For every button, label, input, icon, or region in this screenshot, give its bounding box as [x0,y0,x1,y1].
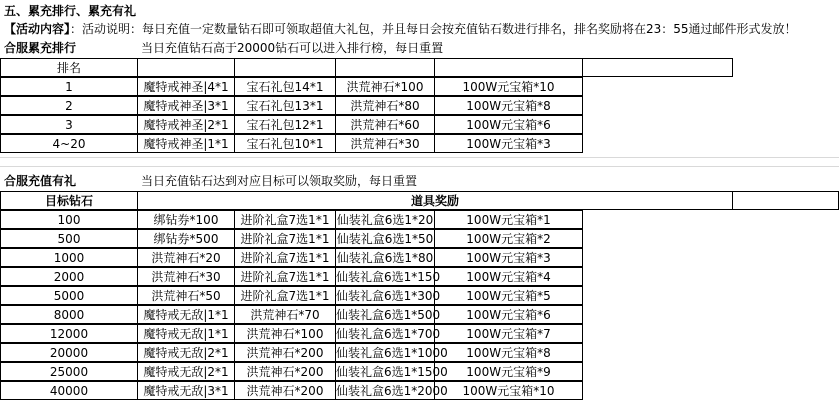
reward-cell: 魔特戒无敌|1*1 [137,324,235,343]
target-cell: 8000 [0,305,138,324]
blank-row-1 [0,157,839,158]
recharge-row [0,210,839,229]
reward-cell: 仙装礼盒6选1*1500 [335,362,435,381]
target-cell: 1000 [0,248,138,267]
recharge-row [0,229,839,248]
activity-cell [0,20,839,39]
reward-cell: 100W元宝箱*7 [434,324,583,343]
reward-cell: 进阶礼盒7选1*1 [234,210,336,229]
activity-label: 【活动内容】 [4,22,71,36]
reward-cell: 洪荒神石*200 [234,381,336,400]
reward-cell: 魔特戒无敌|2*1 [137,343,235,362]
reward-cell: 洪荒神石*70 [234,305,336,324]
blank-row-2 [0,166,839,167]
reward-cell: 100W元宝箱*8 [434,343,583,362]
reward-header-empty [732,191,839,210]
ranking-title: 合服累充排行 [4,41,77,55]
recharge-row [0,248,839,267]
ranking-row [0,134,839,153]
reward-cell: 洪荒神石*80 [335,96,435,115]
reward-cell: 魔特戒无敌|2*1 [137,362,235,381]
target-cell: 25000 [0,362,138,381]
reward-cell: 洪荒神石*100 [234,324,336,343]
reward-cell: 仙装礼盒6选1*50 [335,229,435,248]
reward-cell: 100W元宝箱*5 [434,286,583,305]
target-cell: 500 [0,229,138,248]
reward-cell: 仙装礼盒6选1*700 [335,324,435,343]
recharge-row [0,343,839,362]
ranking-row [0,96,839,115]
target-cell: 12000 [0,324,138,343]
reward-cell: 进阶礼盒7选1*1 [234,286,336,305]
reward-cell: 洪荒神石*30 [335,134,435,153]
reward-cell: 绑钻券*100 [137,210,235,229]
reward-cell: 魔特戒神圣|1*1 [137,134,235,153]
recharge-note: 当日充值钻石达到对应目标可以领取奖励，每日重置 [141,174,418,188]
reward-cell: 魔特戒无敌|3*1 [137,381,235,400]
reward-cell: 100W元宝箱*3 [434,248,583,267]
recharge-row [0,324,839,343]
reward-cell: 100W元宝箱*10 [434,381,583,400]
reward-cell: 进阶礼盒7选1*1 [234,229,336,248]
reward-cell: 仙装礼盒6选1*500 [335,305,435,324]
recharge-header-row [0,191,839,210]
reward-cell: 洪荒神石*20 [137,248,235,267]
recharge-row [0,267,839,286]
reward-cell: 100W元宝箱*9 [434,362,583,381]
recharge-title-row [0,172,839,191]
reward-cell: 仙装礼盒6选1*80 [335,248,435,267]
reward-cell: 洪荒神石*60 [335,115,435,134]
reward-cell: 宝石礼包14*1 [234,77,336,96]
target-cell: 20000 [0,343,138,362]
reward-cell: 仙装礼盒6选1*300 [335,286,435,305]
reward-cell: 宝石礼包13*1 [234,96,336,115]
reward-cell: 进阶礼盒7选1*1 [234,267,336,286]
ranking-title-row [0,39,839,58]
reward-cell: 100W元宝箱*6 [434,115,583,134]
rank-cell: 3 [0,115,138,134]
reward-cell: 绑钻券*500 [137,229,235,248]
ranking-header-cell: 排名 [0,58,138,77]
recharge-title: 合服充值有礼 [4,174,77,188]
reward-cell: 仙装礼盒6选1*20 [335,210,435,229]
reward-cell: 洪荒神石*100 [335,77,435,96]
ranking-note: 当日充值钻石高于20000钻石可以进入排行榜，每日重置 [141,41,444,55]
target-cell: 100 [0,210,138,229]
ranking-header-row [0,58,839,77]
ranking-header-empty [434,58,583,77]
reward-cell: 魔特戒神圣|3*1 [137,96,235,115]
reward-cell: 洪荒神石*50 [137,286,235,305]
title-row [0,2,839,21]
rank-cell: 2 [0,96,138,115]
target-header: 目标钻石 [0,191,138,210]
target-cell: 2000 [0,267,138,286]
reward-cell: 仙装礼盒6选1*2000 [335,381,435,400]
rank-cell: 1 [0,77,138,96]
reward-cell: 100W元宝箱*4 [434,267,583,286]
reward-header: 道具奖励 [137,191,733,210]
activity-desc: ：活动说明：每日充值一定数量钻石即可领取超值大礼包，并且每日会按充值钻石数进行排名，排名奖励将在23：55通过邮件形式发放！ [70,22,797,36]
reward-cell: 仙装礼盒6选1*150 [335,267,435,286]
reward-cell: 仙装礼盒6选1*1000 [335,343,435,362]
rank-cell: 4~20 [0,134,138,153]
reward-cell: 100W元宝箱*10 [434,77,583,96]
recharge-row [0,362,839,381]
reward-cell: 宝石礼包12*1 [234,115,336,134]
reward-cell: 进阶礼盒7选1*1 [234,248,336,267]
recharge-row [0,305,839,324]
reward-cell: 宝石礼包10*1 [234,134,336,153]
ranking-header-empty [234,58,336,77]
reward-cell: 100W元宝箱*2 [434,229,583,248]
reward-cell: 魔特戒神圣|2*1 [137,115,235,134]
target-cell: 5000 [0,286,138,305]
ranking-header-empty [582,58,733,77]
ranking-row [0,77,839,96]
recharge-row [0,381,839,400]
reward-cell: 100W元宝箱*3 [434,134,583,153]
reward-cell: 100W元宝箱*1 [434,210,583,229]
activity-row [0,20,839,39]
reward-cell: 洪荒神石*200 [234,343,336,362]
reward-cell: 100W元宝箱*8 [434,96,583,115]
ranking-header-empty [137,58,235,77]
reward-cell: 100W元宝箱*6 [434,305,583,324]
target-cell: 40000 [0,381,138,400]
reward-cell: 洪荒神石*30 [137,267,235,286]
section-title: 五、累充排行、累充有礼 [4,4,137,18]
ranking-row [0,115,839,134]
reward-cell: 魔特戒无敌|1*1 [137,305,235,324]
reward-cell: 魔特戒神圣|4*1 [137,77,235,96]
recharge-row [0,286,839,305]
ranking-header-empty [335,58,435,77]
reward-cell: 洪荒神石*200 [234,362,336,381]
